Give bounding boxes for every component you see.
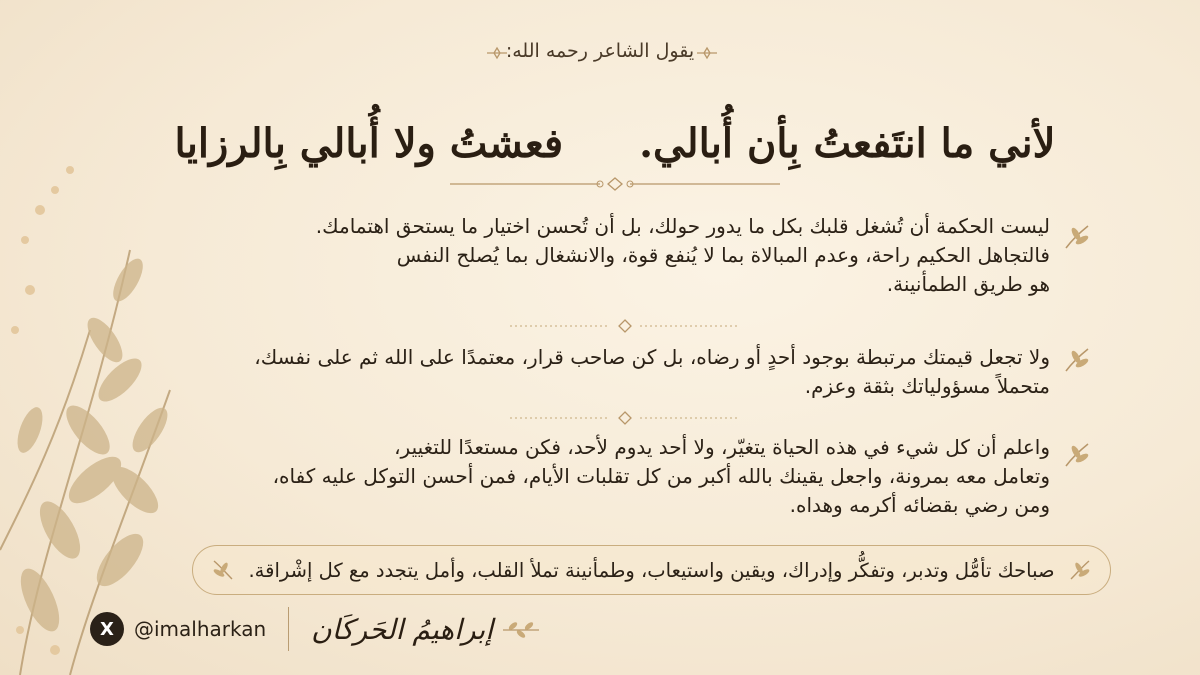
paragraph-2-line-2: متحملاً مسؤولياتك بثقة وعزم.	[804, 374, 1050, 398]
paragraph-1-line-1: ليست الحكمة أن تُشغل قلبك بكل ما يدور حولك، بل أن تُحسن اختيار ما يستحق اهتمامك.	[315, 214, 1050, 238]
x-logo-icon[interactable]	[90, 612, 124, 646]
leaf-bullet-icon	[1062, 222, 1092, 252]
author-handle[interactable]: @imalharkan	[134, 617, 267, 641]
poem-verse	[174, 108, 1056, 178]
paragraph-2-line-1: ولا تجعل قيمتك مرتبطة بوجود أحدٍ أو رضاه، بل كن صاحب قرار، معتمدًا على الله ثم على نفسك،	[254, 345, 1050, 369]
ornament-divider	[450, 176, 780, 192]
paragraph-1-line-3: هو طريق الطمأنينة.	[886, 272, 1050, 296]
paragraph-3	[240, 433, 1050, 520]
poem-first-hemistich: فعشتُ ولا أُبالي بِالرزايا	[174, 119, 564, 167]
paragraph-1-line-2: فالتجاهل الحكيم راحة، وعدم المبالاة بما لا يُنفع قوة، والانشغال بما يُصلح النفس	[396, 243, 1050, 267]
paragraph-2	[240, 343, 1050, 401]
paragraph-1	[240, 212, 1050, 299]
closing-text: صباحك تأمُّل وتدبر، وتفكُّر وإدراك، ويقين واستيعاب، وطمأنينة تملأ القلب، وأمل يتجدد مع كل إشْراقة.	[248, 558, 1055, 582]
x-logo-letter: X	[100, 618, 114, 640]
ornament-left-icon	[485, 46, 509, 60]
footer	[90, 602, 541, 656]
paragraph-3-line-2: وتعامل معه بمرونة، واجعل يقينك بالله أكبر من كل تقلبات الأيام، فمن أحسن التوكل عليه كفاه،	[272, 464, 1050, 488]
leaf-bullet-icon	[1062, 345, 1092, 375]
leaf-bullet-icon	[1062, 440, 1092, 470]
paragraph-3-line-3: ومن رضي بقضائه أكرمه وهداه.	[789, 493, 1050, 517]
poem-intro	[0, 40, 1200, 62]
leaf-branch-decoration	[0, 130, 190, 675]
paragraph-3-line-1: واعلم أن كل شيء في هذه الحياة يتغيّر، ولا أحد يدوم لأحد، فكن مستعدًا للتغيير،	[394, 435, 1050, 459]
poem-intro-text: يقول الشاعر رحمه الله:	[505, 40, 695, 62]
paragraph-separator	[510, 410, 740, 426]
closing-message	[192, 545, 1111, 595]
leaf-sprig-icon	[211, 558, 235, 582]
signature-sprig-icon	[501, 618, 541, 640]
ornament-right-icon	[695, 46, 719, 60]
leaf-sprig-icon	[1068, 558, 1092, 582]
poem-second-hemistich: لأني ما انتَفعتُ بِأن أُبالي.	[639, 119, 1056, 167]
footer-divider	[288, 607, 289, 651]
paragraph-separator	[510, 318, 740, 334]
author-signature: إبراهيمُ الحَركَان	[311, 612, 493, 646]
